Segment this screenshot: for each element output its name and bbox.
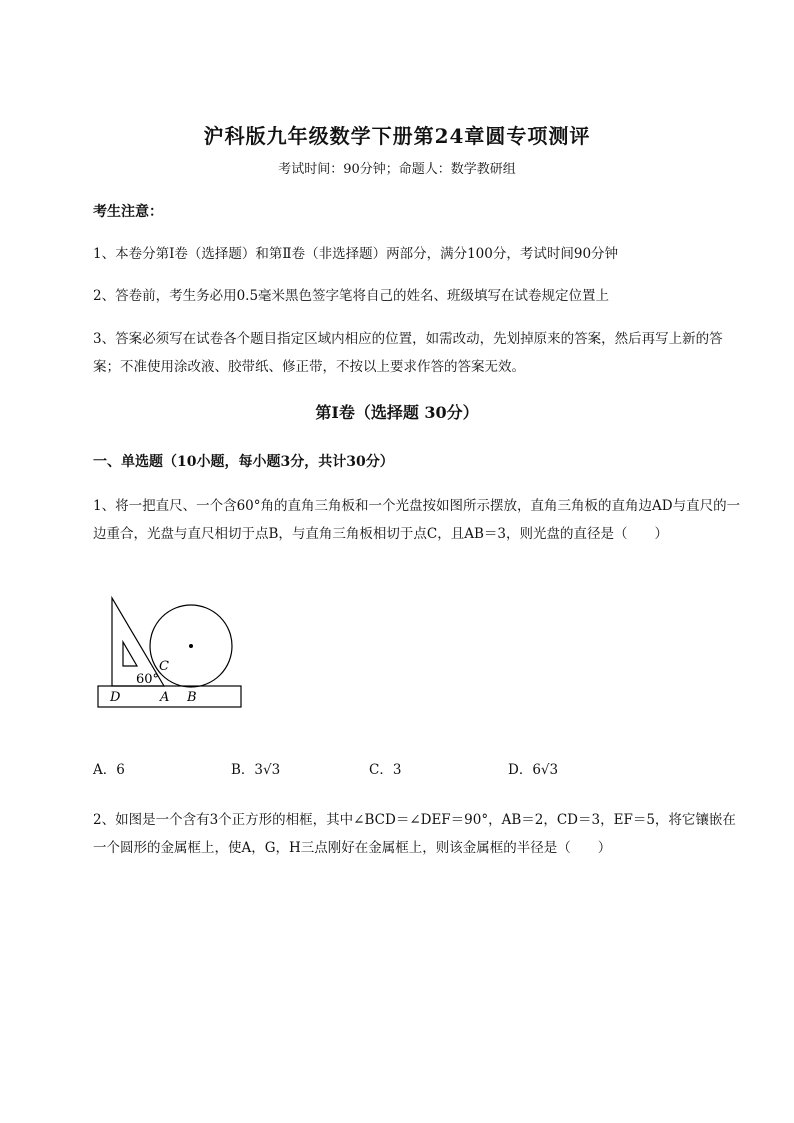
notice-item-1: 1、本卷分第I卷（选择题）和第Ⅱ卷（非选择题）两部分，满分100分，考试时间90分钟 xyxy=(93,246,619,262)
question-1-option-b[interactable]: B．3√3 xyxy=(231,762,281,778)
question-1-option-d[interactable]: D．6√3 xyxy=(508,762,559,778)
set-square-inner xyxy=(123,642,137,666)
angle-label: 60° xyxy=(136,672,160,687)
notice-item-2: 2、答卷前，考生务必用0.5毫米黑色签字笔将自己的姓名、班级填写在试卷规定位置上 xyxy=(93,288,610,304)
disc-center xyxy=(189,644,193,648)
question-1-text: 1、将一把直尺、一个含60°角的直角三角板和一个光盘按如图所示摆放，直角三角板的直角边AD与直尺的一边重合，光盘与直尺相切于点B，与直角三角板相切于点C，且AB＝3，则光盘的直径是（ ） xyxy=(93,498,741,542)
question-1-option-c[interactable]: C．3 xyxy=(369,762,402,778)
point-A-label: A xyxy=(160,690,170,705)
notice-item-3: 3、答案必须写在试卷各个题目指定区域内相应的位置，如需改动，先划掉原来的答案，然后再写上新的答案；不准使用涂改液、胶带纸、修正带，不按以上要求作答的答案无效。 xyxy=(93,331,723,375)
question-1-figure xyxy=(90,590,250,715)
point-B-label: B xyxy=(187,690,197,705)
point-D-label: D xyxy=(110,690,121,705)
question-1-option-a[interactable]: A．6 xyxy=(93,762,125,778)
part-title: 第I卷（选择题 30分） xyxy=(315,403,479,422)
section-heading: 一、单选题（10小题，每小题3分，共计30分） xyxy=(93,454,394,470)
exam-subtitle: 考试时间：90分钟；命题人：数学教研组 xyxy=(278,162,516,177)
notice-heading: 考生注意： xyxy=(93,204,163,220)
question-2-text: 2、如图是一个含有3个正方形的相框，其中∠BCD＝∠DEF＝90°，AB＝2，CD＝3，EF＝5，将它镶嵌在一个圆形的金属框上，使A，G，H三点刚好在金属框上，则该金属框的半径是（ ） xyxy=(93,812,736,856)
exam-title: 沪科版九年级数学下册第24章圆专项测评 xyxy=(203,124,591,148)
point-C-label: C xyxy=(159,659,169,674)
